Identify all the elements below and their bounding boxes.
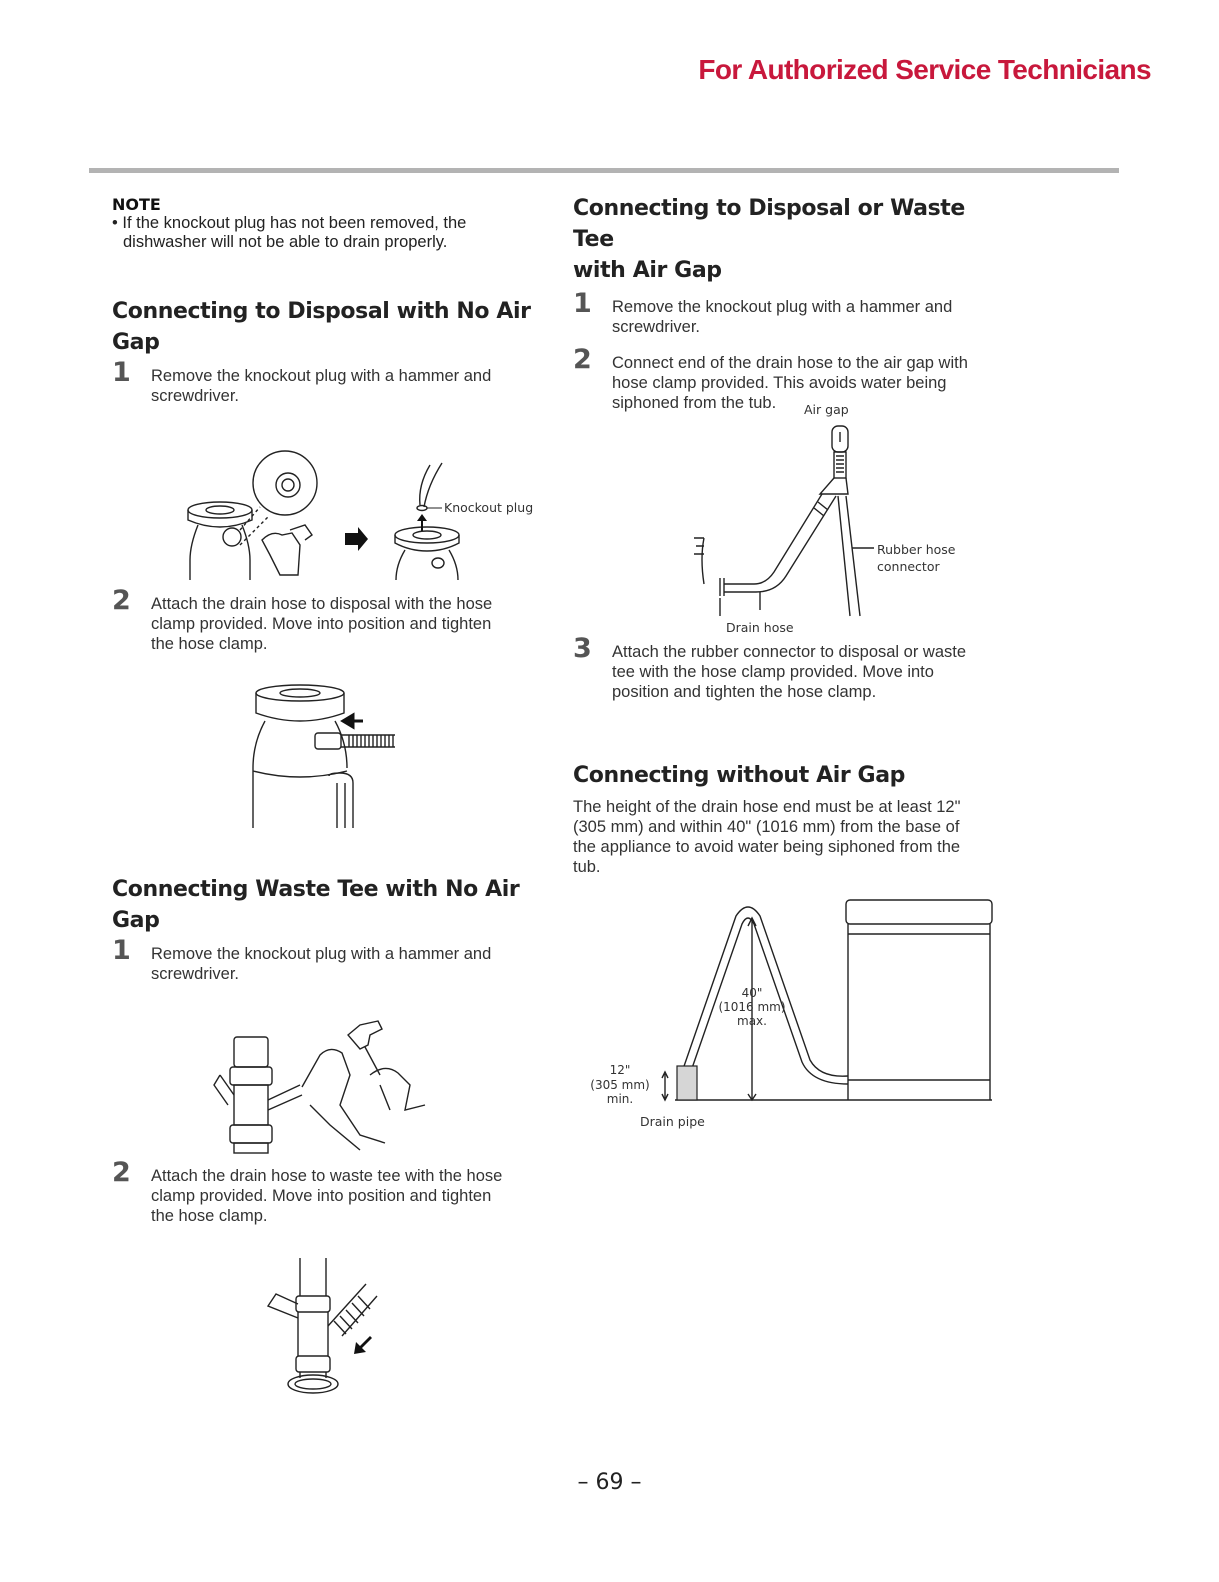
max-label-1: 40" [741,986,763,1000]
step-number: 2 [112,1157,131,1188]
step-number: 2 [112,585,131,616]
step-line: screwdriver. [151,387,240,405]
page-header-title: For Authorized Service Technicians [698,54,1151,85]
step-line: Attach the rubber connector to disposal or waste [612,643,967,661]
page-number: – 69 – [577,1470,642,1495]
max-label-2: (1016 mm) [718,1000,786,1014]
title-line-1: Connecting Waste Tee with No Air [112,877,520,902]
knockout-plug-label: Knockout plug [444,500,534,515]
title-line-1: Connecting to Disposal or Waste Tee [573,196,965,252]
step-number: 2 [573,344,592,375]
drain-hose-label: Drain hose [726,620,794,635]
step-2 [112,585,542,654]
air-gap-illustration [690,398,980,638]
step-line: Remove the knockout plug with a hammer and [151,945,492,963]
drain-height-diagram [580,890,1000,1140]
note-line-2: dishwasher will not be able to drain properly. [123,233,448,251]
section-waste-tee-no-air-gap [112,874,542,984]
para-line: (305 mm) and within 40" (1016 mm) from the base of [573,818,960,836]
step-line: Remove the knockout plug with a hammer and [151,367,492,385]
step-line: hose clamp provided. This avoids water being [612,374,947,392]
step-3 [573,633,1003,702]
step-line: Remove the knockout plug with a hammer and [612,298,953,316]
step-line: Attach the drain hose to disposal with the hose [151,595,493,613]
arrow-up-icon [417,514,427,531]
step-line: tee with the hose clamp provided. Move into [612,663,934,681]
step-number: 1 [112,357,131,388]
disposal-step-2 [112,585,542,654]
section-paragraph [573,797,1003,877]
header-rule [89,168,1119,173]
rubber-hose-label-2: connector [877,559,940,574]
section-title [112,296,542,358]
title-line-2: Gap [112,330,160,355]
note-title: NOTE [112,195,161,214]
step-line: clamp provided. Move into position and tighten [151,1187,492,1205]
step-line: Connect end of the drain hose to the air gap with [612,354,968,372]
min-label-2: (305 mm) [590,1078,650,1092]
step-line: screwdriver. [612,318,701,336]
step-line: clamp provided. Move into position and tighten [151,615,492,633]
drain-pipe-shape [677,1066,697,1100]
note-text [112,214,542,252]
title-line-2: Gap [112,908,160,933]
step-line: the hose clamp. [151,1207,268,1225]
arrow-down-left-icon [354,1336,372,1354]
section-title [112,874,542,936]
step-number: 3 [573,633,592,664]
para-line: the appliance to avoid water being siphoned from the [573,838,961,856]
rubber-hose-label-1: Rubber hose [877,542,956,557]
step-line: the hose clamp. [151,635,268,653]
section-air-gap [573,193,1003,413]
para-line: The height of the drain hose end must be at least 12" [573,798,961,816]
arrow-right-icon [345,527,368,551]
waste-tee-step-2 [112,1157,542,1226]
step-line: Attach the drain hose to waste tee with the hose [151,1167,503,1185]
note-line-1: If the knockout plug has not been removed, the [122,214,467,232]
title-line-1: Connecting to Disposal with No Air [112,299,531,324]
section-title: Connecting without Air Gap [573,763,905,788]
step-number: 1 [112,935,131,966]
disposal-hose-illustration [245,683,405,833]
note-bullet: • [112,214,118,232]
section-title [573,193,1003,286]
step-2 [112,1157,542,1226]
air-gap-label: Air gap [804,402,849,417]
knockout-plug-illustration [180,445,540,585]
max-label-3: max. [737,1014,767,1028]
waste-tee-hose-illustration [262,1256,387,1398]
min-label-3: min. [606,1092,634,1106]
arrow-left-icon [343,715,363,727]
step-1 [573,288,1003,337]
step-number: 1 [573,288,592,319]
waste-tee-hammer-illustration [210,1015,440,1155]
para-line: tub. [573,858,601,876]
step-line: siphoned from the tub. [612,394,777,412]
drain-pipe-label: Drain pipe [640,1114,705,1129]
note-block [112,195,542,252]
section-without-air-gap [573,760,1003,877]
section-disposal-no-air-gap [112,296,542,406]
step-line: position and tighten the hose clamp. [612,683,877,701]
air-gap-step-3 [573,633,1003,702]
step-line: screwdriver. [151,965,240,983]
title-line-2: with Air Gap [573,258,722,283]
min-label-1: 12" [609,1063,631,1077]
step-1 [112,357,542,406]
step-1 [112,935,542,984]
